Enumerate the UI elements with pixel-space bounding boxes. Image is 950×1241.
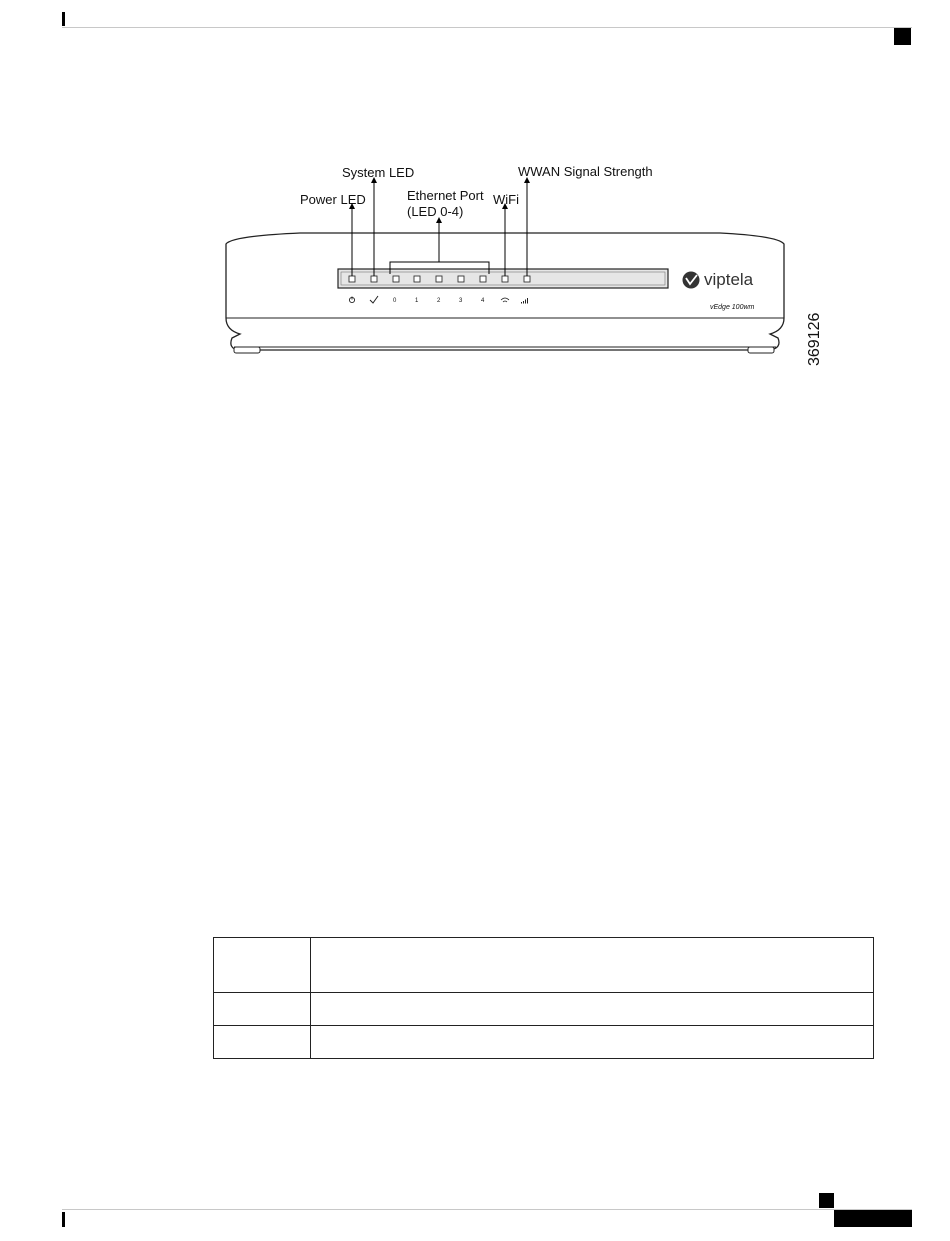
port-number-1: 1 — [415, 298, 419, 304]
ethernet-led-1 — [414, 276, 420, 282]
ethernet-led-3 — [458, 276, 464, 282]
ethernet-led-2 — [436, 276, 442, 282]
ethernet-port-label-line2: (LED 0-4) — [407, 204, 464, 219]
table-row — [214, 1026, 874, 1059]
model-name: vEdge 100wm — [710, 304, 755, 311]
viptela-logo-icon — [683, 272, 700, 289]
footer-corner-block — [819, 1193, 834, 1208]
ethernet-led-0 — [393, 276, 399, 282]
footer-rule — [62, 1209, 912, 1210]
system-led — [371, 276, 377, 282]
table-row — [214, 993, 874, 1026]
brand-name: viptela — [704, 270, 754, 289]
empty-table — [213, 937, 874, 1059]
power-led — [349, 276, 355, 282]
table-cell — [214, 1026, 311, 1059]
wwan-led — [524, 276, 530, 282]
table-row — [214, 938, 874, 993]
table-cell — [214, 993, 311, 1026]
ethernet-led-4 — [480, 276, 486, 282]
port-number-4: 4 — [481, 298, 485, 304]
right-foot — [748, 347, 774, 353]
ethernet-port-label-line1: Ethernet Port — [407, 188, 484, 203]
port-number-3: 3 — [459, 298, 463, 304]
port-number-0: 0 — [393, 298, 397, 304]
left-foot — [234, 347, 260, 353]
port-number-2: 2 — [437, 298, 441, 304]
footer-margin-mark — [62, 1212, 65, 1227]
figure-number: 369126 — [806, 312, 823, 366]
power-led-label: Power LED — [300, 192, 366, 207]
table-cell — [311, 938, 874, 993]
table-cell — [311, 993, 874, 1026]
system-led-label: System LED — [342, 165, 415, 180]
wifi-led — [502, 276, 508, 282]
footer-page-tab — [834, 1210, 912, 1227]
table-cell — [214, 938, 311, 993]
wwan-signal-label: WWAN Signal Strength — [518, 164, 653, 179]
wifi-label: WiFi — [493, 192, 519, 207]
table-cell — [311, 1026, 874, 1059]
